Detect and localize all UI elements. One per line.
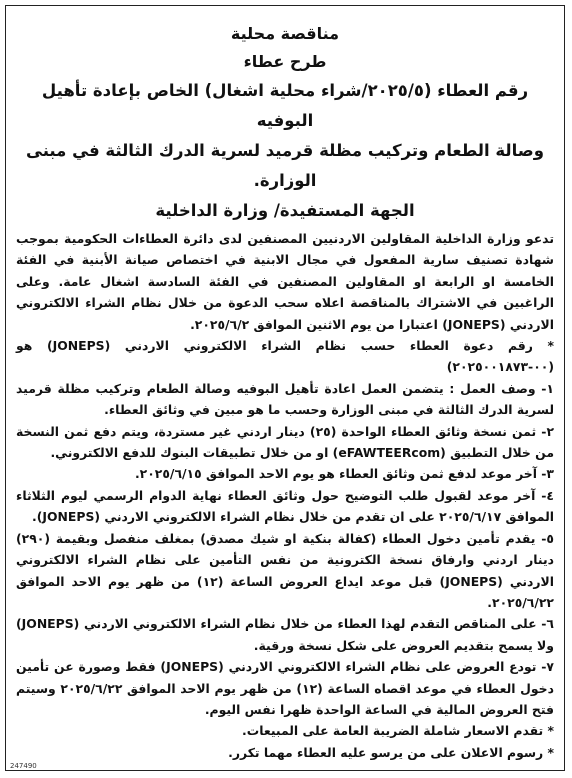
document-price-item: ٢- ثمن نسخة وثائق العطاء الواحدة (٢٥) دينار اردني غير مستردة، ويتم دفع ثمن النسخة من خلال التطبيق (eFAWTEERcom) او من خلال تطبيقات البنوك للدفع الالكتروني. [16, 423, 555, 461]
notice-subtitle: طرح عطاء [243, 52, 327, 71]
ad-fees-note: * رسوم الاعلان على من يرسو عليه العطاء مهما تكرر. [228, 744, 554, 760]
work-description-item: ١- وصف العمل : يتضمن العمل اعادة تأهيل البوفيه وصالة الطعام وتركيب مظلة قرميد لسرية الدرك الثالثة في مبنى الوزارة وحسب ما هو مبين في وثائق العطاء. [16, 380, 554, 418]
bid-bond-item: ٥- يقدم تأمين دخول العطاء (كفالة بنكية او شيك مصدق) بمغلف منفصل وبقيمة (٢٩٠) دينار اردني وارفاق نسخة الكترونية من نفس التأمين على نظام الشراء الالكتروني الاردني (JONEPS) قبل موعد ايداع العروض الساعة (١٢) من ظهر يوم الاحد الموافق ٢٠٢٥/٦/٢٢. [16, 530, 554, 610]
tax-note: * تقدم الاسعار شاملة الضريبة العامة على المبيعات. [242, 723, 554, 739]
beneficiary-line: الجهة المستفيدة/ وزارة الداخلية [155, 201, 415, 220]
tender-description-line: وصالة الطعام وتركيب مظلة قرميد لسرية الدرك الثالثة في مبنى الوزارة. [26, 141, 544, 190]
intro-paragraph: تدعو وزارة الداخلية المقاولين الاردنيين المصنفين لدى دائرة العطاءات الحكومية بموجب شهادة تصنيف سارية المفعول في مجال الابنية في اختصاص صيانة الأبنية في الفئة الخامسة او الرابعة او المقاولين المصنفين في الفئة السادسة اشغال عامة. وعلى الراغبين في الاشتراك بالمناقصة اعلاه سحب الدعوة من خلال نظام الشراء الالكتروني الاردني (JONEPS) اعتبارا من يوم الاثنين الموافق ٢٠٢٥/٦/٢. [16, 231, 554, 332]
bid-deposit-item: ٧- تودع العروض على نظام الشراء الالكتروني الاردني (JONEPS) فقط وصورة عن تأمين دخول العطاء في موعد اقصاه الساعة (١٢) من ظهر يوم الاحد الموافق ٢٠٢٥/٦/٢٢ وسيتم فتح العروض المالية في الساعة الواحدة ظهرا نفس اليوم. [16, 659, 554, 717]
notice-title: مناقصة محلية [230, 24, 340, 43]
clarification-deadline-item: ٤- آخر موعد لقبول طلب التوضيح حول وثائق العطاء نهاية الدوام الرسمي ليوم الثلاثاء الموافق ٢٠٢٥/٦/١٧ على ان تقدم من خلال نظام الشراء الالكتروني الاردني (JONEPS). [16, 487, 554, 525]
invitation-number-item: * رقم دعوة العطاء حسب نظام الشراء الالكتروني الاردني (JONEPS) هو (٠٠-٢٠٢٥٠٠١٨٧٣) [16, 338, 554, 375]
reference-number: 247490 [10, 762, 37, 770]
tender-notice [16, 20, 554, 763]
payment-deadline-item: ٣- آخر موعد لدفع ثمن وثائق العطاء هو يوم الاحد الموافق ٢٠٢٥/٦/١٥. [134, 466, 554, 482]
electronic-submission-item: ٦- على المناقص التقدم لهذا العطاء من خلال نظام الشراء الالكتروني الاردني (JONEPS) ولا يسمح بتقديم العروض على شكل نسخة ورقية. [16, 616, 554, 653]
tender-number-line: رقم العطاء (٢٠٢٥/٥/شراء محلية اشغال) الخاص بإعادة تأهيل البوفيه [41, 81, 529, 130]
